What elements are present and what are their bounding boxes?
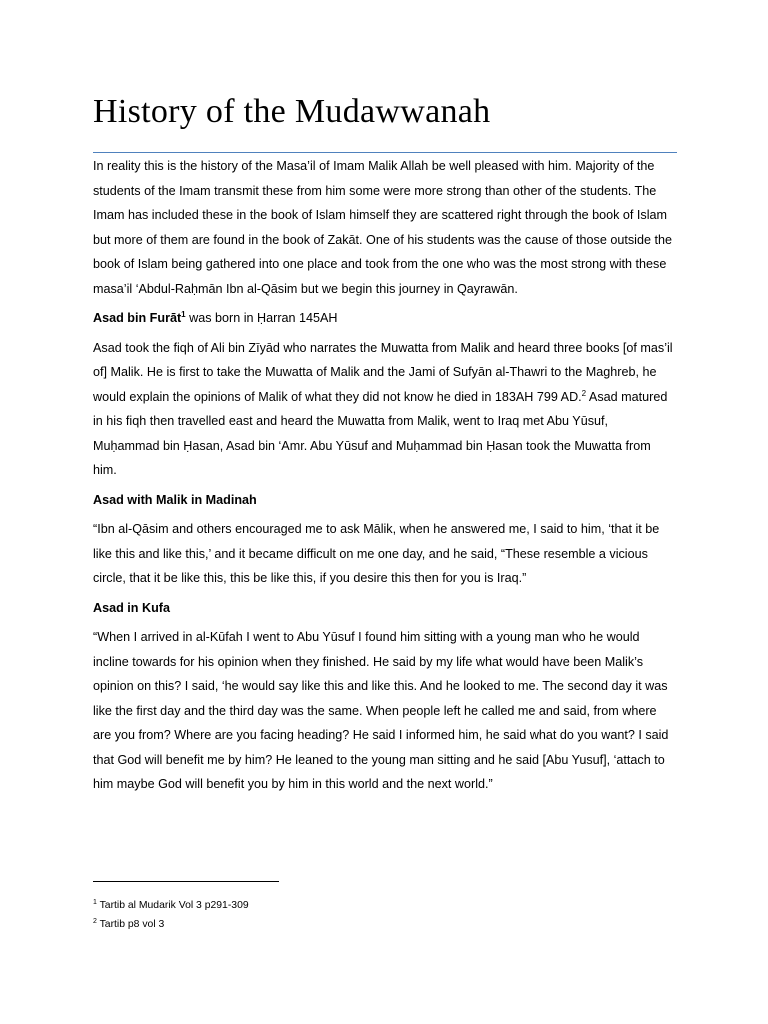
heading-rest-text: was born in Ḥarran 145AH [185,311,338,325]
footnote-text: Tartib p8 vol 3 [96,919,165,930]
section-heading-kufa: Asad in Kufa [93,600,170,615]
asad-fiqh-text-b: Asad matured in his fiqh then travelled east and heard the Muwatta from Malik, went to Iraq met Abu Yūsuf, Muḥammad bin Ḥasan, Asad bin ‘Amr. Abu Yūsuf and Muḥammad bin Ḥasan took the Muwatta from him. [93,389,668,477]
section-heading-madinah: Asad with Malik in Madinah [93,492,257,507]
asad-fiqh-paragraph [93,336,677,483]
kufa-paragraph: “When I arrived in al-Kūfah I went to Abu Yūsuf I found him sitting with a young man who he would incline towards for his opinion when they finished. He said by my life what would have been Malik’s opinion on this? I said, ‘he would say like this and like this. And he looked to me. The second day it was like the first day and the third day was the same. When people left he called me and said, from where are you from? Where are you facing heading? He said I informed him, he said what do you want? I said that God will benefit me by him? He leaned to the young man sitting and he said [Abu Yusuf], ‘attach to him maybe God will benefit you by him in this world and the next world.” [93,630,669,791]
footnote-text: Tartib al Mudarik Vol 3 p291-309 [96,900,249,911]
title-divider [93,152,677,153]
heading-bold-text: Asad bin Furāt [93,311,182,325]
footnote-ref-1[interactable]: 1 [181,310,186,319]
footnote-number: 2 [93,918,97,925]
intro-paragraph: In reality this is the history of the Masa’il of Imam Malik Allah be well pleased with him. Majority of the students of the Imam transmit these from him some were more strong than other of the students. The Imam has included these in the book of Islam himself they are scattered right through the book of Islam but more of them are found in the book of Zakāt. One of his students was the cause of those outside the book of Islam being gathered into one place and took from the one who was the most strong with these masa’il ‘Abdul-Raḥmān Ibn al-Qāsim but we begin this journey in Qayrawān. [93,159,672,296]
section-heading-asad-bin-furat [93,306,677,331]
footnote-ref-2[interactable]: 2 [581,388,587,398]
footnote-separator [93,881,279,882]
footnote-item [93,896,677,915]
document-body [93,154,677,802]
document-title: History of the Mudawwanah [93,93,491,130]
asad-fiqh-text-a: Asad took the fiqh of Ali bin Zīyād who narrates the Muwatta from Malik and heard three books [of mas’il of] Malik. He is first to take the Muwatta of Malik and the Jami of Sufyān al-Thawri to the Maghreb, he would explain the opinions of Malik of what they did not know he died in 183AH 799 AD. [93,340,673,404]
madinah-paragraph: “Ibn al-Qāsim and others encouraged me to ask Mālik, when he answered me, I said to him, ‘that it be like this and like this,’ and it became difficult on me one day, and he said, “These resemble a vicious circle, that it be like this, this be like this, if you desire this then for you is Iraq.” [93,522,660,585]
footnote-item [93,915,677,934]
footnotes [93,896,677,934]
footnote-number: 1 [93,899,97,906]
